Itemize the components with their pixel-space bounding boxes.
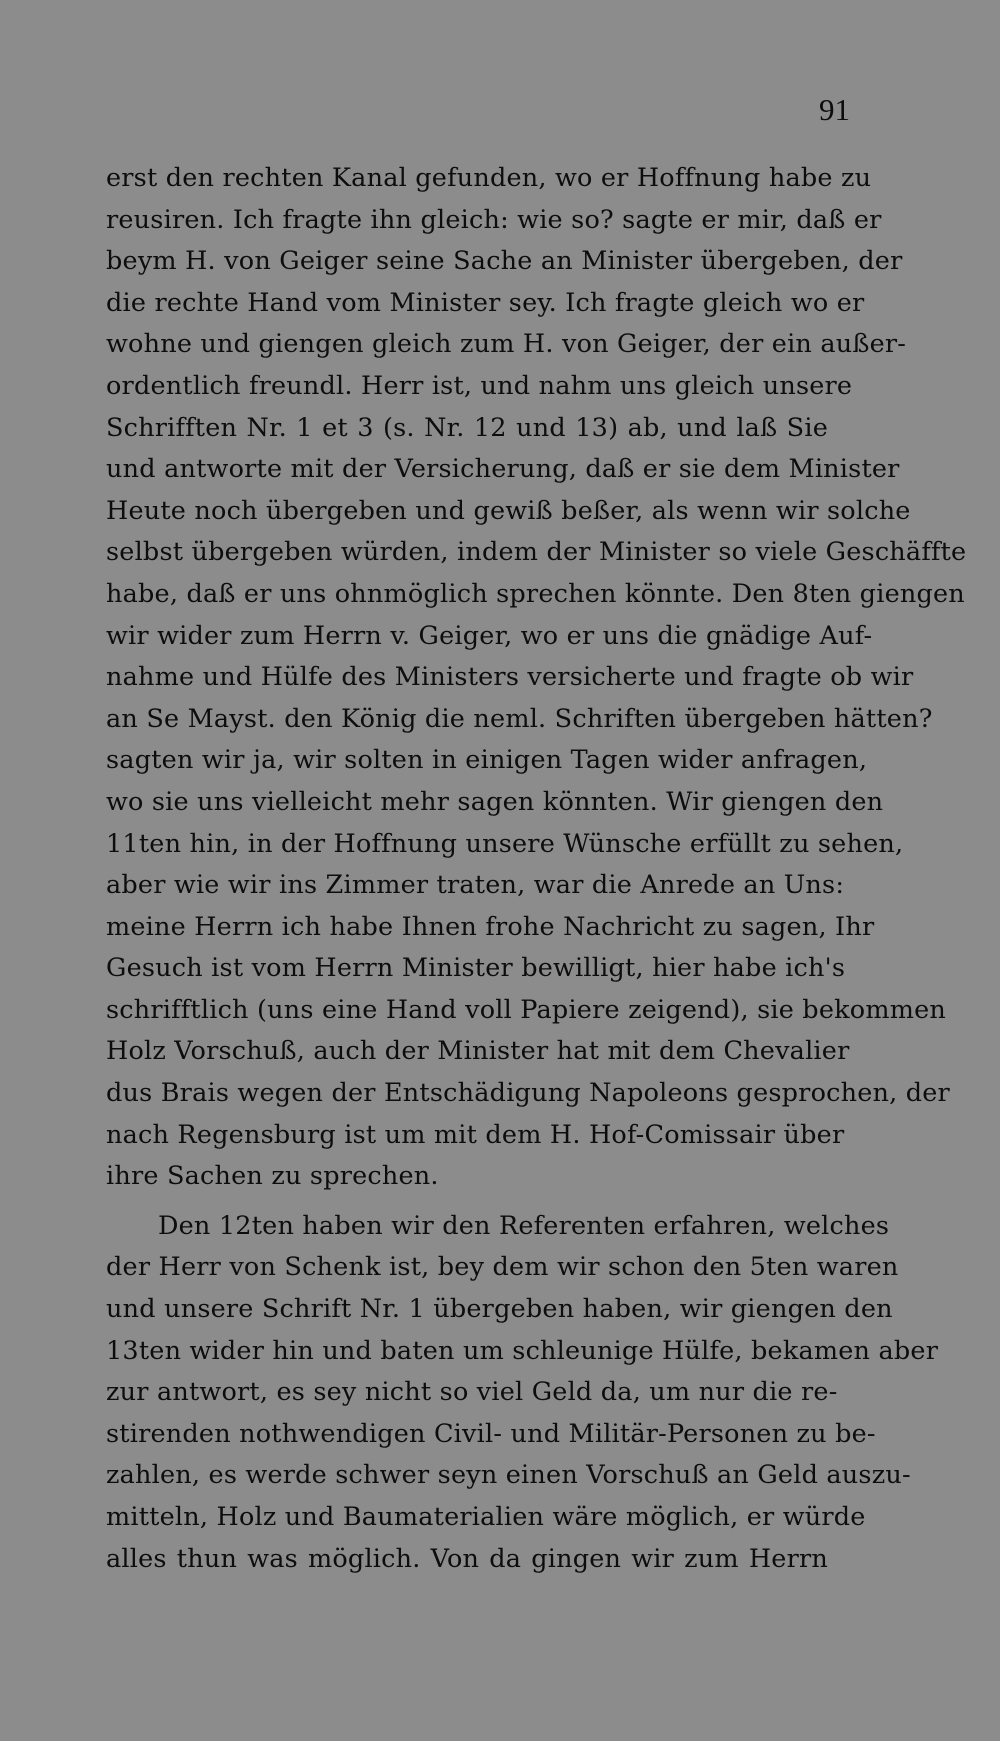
text-line: wir wider zum Herrn v. Geiger, wo er uns die gnädige Auf- bbox=[106, 620, 873, 651]
text-line: meine Herrn ich habe Ihnen frohe Nachricht zu sagen, Ihr bbox=[106, 911, 875, 942]
text-line: habe, daß er uns ohnmöglich sprechen könnte. Den 8ten giengen bbox=[106, 578, 965, 609]
text-line: die rechte Hand vom Minister sey. Ich fragte gleich wo er bbox=[106, 287, 865, 318]
text-line: ihre Sachen zu sprechen. bbox=[106, 1161, 439, 1192]
text-line: Schrifften Nr. 1 et 3 (s. Nr. 12 und 13) ab, und laß Sie bbox=[106, 412, 828, 443]
paragraph-gap bbox=[106, 1198, 828, 1206]
text-line: nahme und Hülfe des Ministers versicherte und fragte ob wir bbox=[106, 662, 914, 693]
text-line: stirenden nothwendigen Civil- und Militär-Personen zu be- bbox=[106, 1418, 876, 1449]
text-line: sagten wir ja, wir solten in einigen Tagen wider anfragen, bbox=[106, 745, 868, 776]
text-line: wo sie uns vielleicht mehr sagen könnten. Wir giengen den bbox=[106, 786, 884, 817]
text-line: Heute noch übergeben und gewiß beßer, als wenn wir solche bbox=[106, 495, 911, 526]
text-line: selbst übergeben würden, indem der Minister so viele Geschäffte bbox=[106, 537, 967, 568]
text-line: Den 12ten haben wir den Referenten erfahren, welches bbox=[158, 1210, 890, 1241]
text-line: zahlen, es werde schwer seyn einen Vorschuß an Geld auszu- bbox=[106, 1460, 911, 1491]
text-line: beym H. von Geiger seine Sache an Minister übergeben, der bbox=[106, 246, 903, 277]
text-line: 11ten hin, in der Hoffnung unsere Wünsche erfüllt zu sehen, bbox=[106, 828, 904, 859]
text-line: ordentlich freundl. Herr ist, und nahm uns gleich unsere bbox=[106, 370, 853, 401]
text-line: Holz Vorschuß, auch der Minister hat mit dem Chevalier bbox=[106, 1036, 850, 1067]
text-line: schrifftlich (uns eine Hand voll Papiere zeigend), sie bekommen bbox=[106, 994, 947, 1025]
text-line: reusiren. Ich fragte ihn gleich: wie so? sagte er mir, daß er bbox=[106, 204, 882, 235]
text-line: erst den rechten Kanal gefunden, wo er Hoffnung habe zu bbox=[106, 163, 872, 193]
text-line: und antworte mit der Versicherung, daß er sie dem Minister bbox=[106, 454, 900, 485]
text-line: dus Brais wegen der Entschädigung Napoleons gesprochen, der bbox=[106, 1078, 950, 1109]
text-line: wohne und giengen gleich zum H. von Geiger, der ein außer- bbox=[106, 329, 907, 360]
body-text bbox=[106, 158, 967, 1580]
paragraph bbox=[106, 1206, 939, 1580]
text-line: der Herr von Schenk ist, bey dem wir schon den 5ten waren bbox=[106, 1252, 899, 1283]
text-line: mitteln, Holz und Baumaterialien wäre möglich, er würde bbox=[106, 1502, 866, 1532]
text-line: Gesuch ist vom Herrn Minister bewilligt, hier habe ich's bbox=[106, 953, 846, 984]
paragraph bbox=[106, 158, 967, 1198]
text-line: an Se Mayst. den König die neml. Schriften übergeben hätten? bbox=[106, 703, 933, 734]
page-number: 91 bbox=[819, 92, 850, 127]
text-line: nach Regensburg ist um mit dem H. Hof-Comissair über bbox=[106, 1119, 845, 1150]
text-line: 13ten wider hin und baten um schleunige Hülfe, bekamen aber bbox=[106, 1335, 939, 1366]
text-line: alles thun was möglich. Von da gingen wir zum Herrn bbox=[106, 1543, 828, 1574]
text-line: und unsere Schrift Nr. 1 übergeben haben, wir giengen den bbox=[106, 1294, 893, 1325]
text-line: aber wie wir ins Zimmer traten, war die Anrede an Uns: bbox=[106, 870, 845, 901]
text-line: zur antwort, es sey nicht so viel Geld da, um nur die re- bbox=[106, 1377, 838, 1408]
